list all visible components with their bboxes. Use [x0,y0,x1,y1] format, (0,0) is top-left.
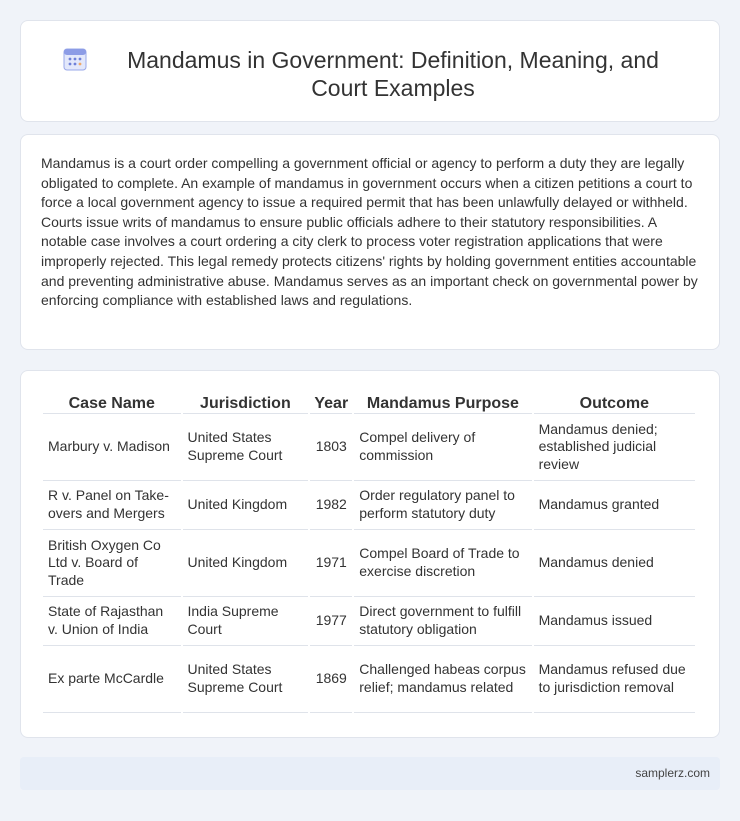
description-text: Mandamus is a court order compelling a government official or agency to perform a duty they are legally obligated to complete. An example of mandamus in government occurs when a citizen petitions a court to force a local government agency to issue a required permit that has been unlawfully delayed or withheld. Courts issue writs of mandamus to ensure public officials adhere to their statutory responsibilities. A notable case involves a court ordering a city clerk to process voter registration applications that were improperly rejected. This legal remedy protects citizens' rights by holding government entities accountable and preventing administrative abuse. Mandamus serves as an important check on governmental power by enforcing compliance with established laws and regulations. [41,155,698,309]
jurisdiction-cell: United States Supreme Court [183,414,309,481]
column-header: Jurisdiction [183,391,309,414]
column-header: Outcome [534,391,695,414]
column-header: Mandamus Purpose [354,391,531,414]
description-card [20,134,720,350]
page-title: Mandamus in Government: Definition, Meaning, and Court Examples [127,47,659,101]
case-name-cell: Ex parte McCardle [43,646,181,713]
purpose-cell: Challenged habeas corpus relief; mandamus related [354,646,531,713]
column-header: Case Name [43,391,181,414]
footer-bar [20,757,720,790]
title-card [20,20,720,122]
table-row [43,414,695,481]
case-name-cell: Marbury v. Madison [43,414,181,481]
purpose-cell: Order regulatory panel to perform statutory duty [354,481,531,530]
year-cell: 1803 [310,414,352,481]
purpose-cell: Compel delivery of commission [354,414,531,481]
outcome-cell: Mandamus issued [534,597,695,646]
source-link[interactable]: samplerz.com [635,766,710,780]
table-row [43,530,695,597]
jurisdiction-cell: United Kingdom [183,530,309,597]
year-cell: 1869 [310,646,352,713]
case-name-cell: State of Rajasthan v. Union of India [43,597,181,646]
year-cell: 1982 [310,481,352,530]
calendar-grid-icon [62,46,88,72]
case-name-cell: R v. Panel on Take-overs and Mergers [43,481,181,530]
case-name-cell: British Oxygen Co Ltd v. Board of Trade [43,530,181,597]
jurisdiction-cell: United Kingdom [183,481,309,530]
outcome-cell: Mandamus denied; established judicial review [534,414,695,481]
purpose-cell: Direct government to fulfill statutory obligation [354,597,531,646]
column-header: Year [310,391,352,414]
table-row [43,646,695,713]
table-row [43,597,695,646]
outcome-cell: Mandamus granted [534,481,695,530]
year-cell: 1971 [310,530,352,597]
year-cell: 1977 [310,597,352,646]
outcome-cell: Mandamus refused due to jurisdiction removal [534,646,695,713]
purpose-cell: Compel Board of Trade to exercise discretion [354,530,531,597]
table-header-row [43,391,695,414]
cases-table [41,391,697,713]
jurisdiction-cell: United States Supreme Court [183,646,309,713]
cases-table-card [20,370,720,738]
jurisdiction-cell: India Supreme Court [183,597,309,646]
table-row [43,481,695,530]
outcome-cell: Mandamus denied [534,530,695,597]
